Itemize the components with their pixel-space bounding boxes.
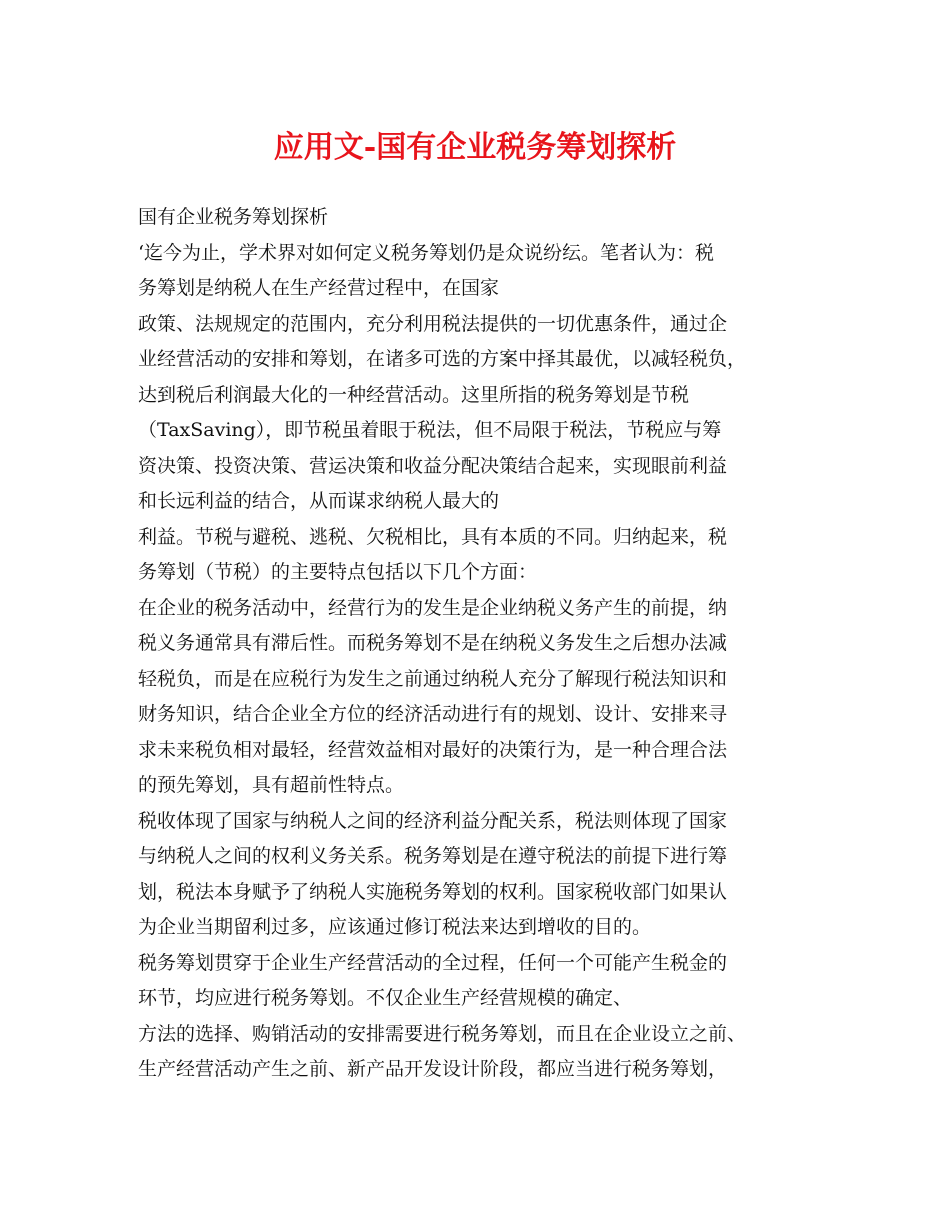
text-line: （TaxSaving），即节税虽着眼于税法，但不局限于税法，节税应与筹: [138, 419, 722, 441]
text-line: 务筹划（节税）的主要特点包括以下几个方面：: [138, 561, 538, 583]
text-line: 生产经营活动产生之前、新产品开发设计阶段，都应当进行税务筹划，: [138, 1058, 728, 1080]
text-line: 求未来税负相对最轻，经营效益相对最好的决策行为，是一种合理合法: [138, 738, 728, 761]
text-line: 利益。节税与避税、逃税、欠税相比，具有本质的不同。归纳起来，税: [138, 525, 728, 548]
text-line: 方法的选择、购销活动的安排需要进行税务筹划，而且在企业设立之前、: [138, 1022, 747, 1045]
text-line: 与纳税人之间的权利义务关系。税务筹划是在遵守税法的前提下进行筹: [138, 845, 728, 867]
text-line: 业经营活动的安排和筹划，在诸多可选的方案中择其最优，以减轻税负，: [138, 348, 747, 370]
text-line: 务筹划是纳税人在生产经营过程中，在国家: [138, 277, 500, 299]
text-line: 的预先筹划，具有超前性特点。: [138, 774, 405, 796]
text-line: 税义务通常具有滞后性。而税务筹划不是在纳税义务发生之后想办法减: [138, 632, 728, 654]
text-line: 在企业的税务活动中，经营行为的发生是企业纳税义务产生的前提，纳: [138, 596, 728, 619]
text-line: 税收体现了国家与纳税人之间的经济利益分配关系，税法则体现了国家: [138, 809, 728, 832]
text-line: 税务筹划贯穿于企业生产经营活动的全过程，任何一个可能产生税金的: [138, 951, 728, 974]
text-line: 资决策、投资决策、营运决策和收益分配决策结合起来，实现眼前利益: [138, 454, 728, 477]
text-line: 政策、法规规定的范围内，充分利用税法提供的一切优惠条件，通过企: [138, 312, 728, 335]
text-line: ‘迄今为止，学术界对如何定义税务筹划仍是众说纷纭。笔者认为：税: [138, 241, 715, 264]
document-title: 应用文-国有企业税务筹划探析: [273, 130, 677, 165]
text-line: 和长远利益的结合，从而谋求纳税人最大的: [138, 490, 500, 512]
text-line: 环节，均应进行税务筹划。不仅企业生产经营规模的确定、: [138, 987, 633, 1009]
text-line: 划，税法本身赋予了纳税人实施税务筹划的权利。国家税收部门如果认: [138, 880, 728, 903]
document-body: [138, 200, 828, 1088]
text-line: 国有企业税务筹划探析: [138, 206, 329, 228]
text-line: 为企业当期留利过多，应该通过修订税法来达到增收的目的。: [138, 916, 652, 938]
text-line: 轻税负，而是在应税行为发生之前通过纳税人充分了解现行税法知识和: [138, 667, 728, 690]
text-line: 达到税后利润最大化的一种经营活动。这里所指的税务筹划是节税: [138, 383, 690, 406]
text-line: 财务知识，结合企业全方位的经济活动进行有的规划、设计、安排来寻: [138, 703, 728, 725]
